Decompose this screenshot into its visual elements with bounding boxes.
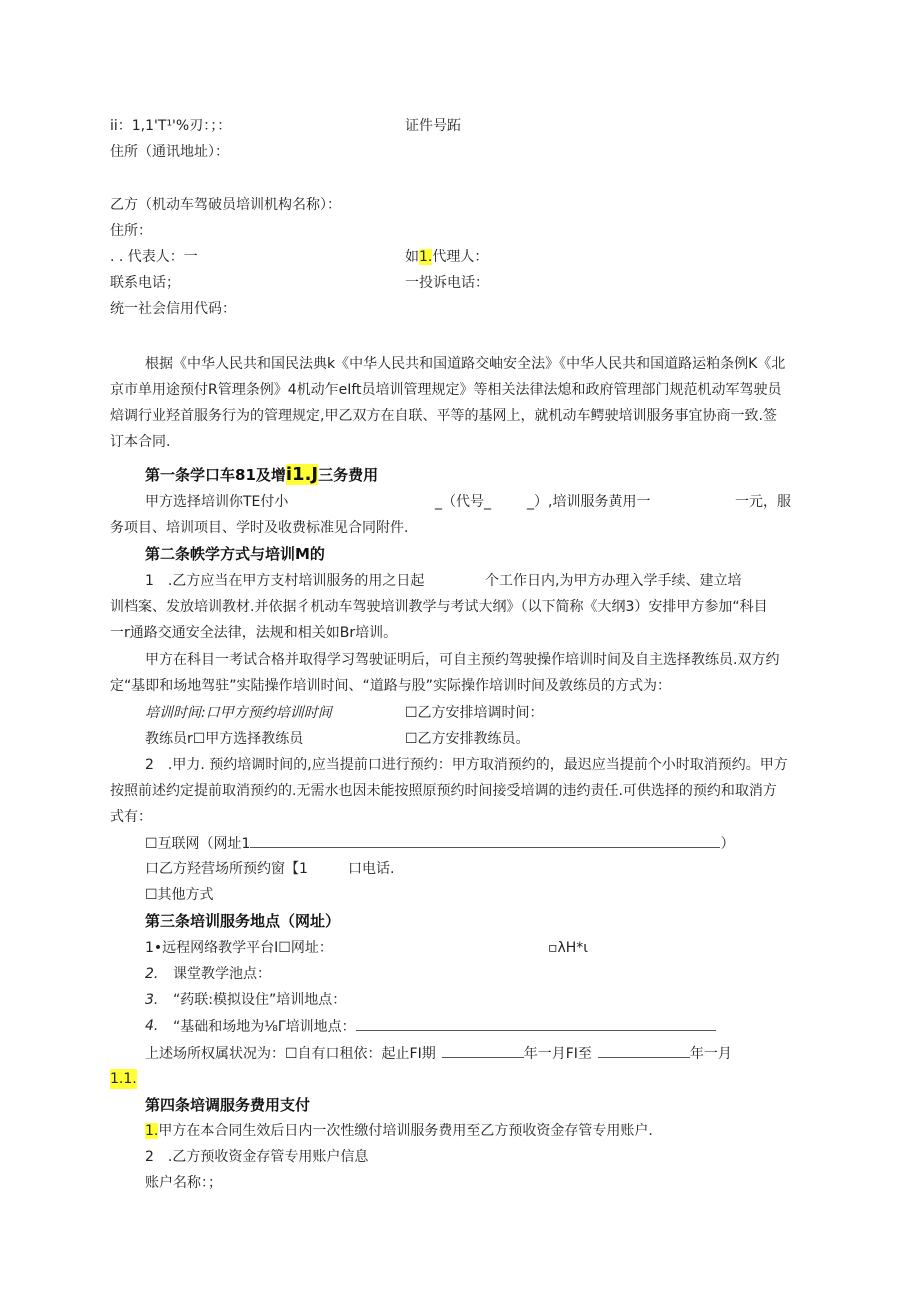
art2-p1-a: 1 .乙方应当在甲方支村培训服务的用之日起 (145, 573, 425, 589)
ownership-end: 年一月 (689, 1046, 732, 1062)
art3-item-4-number: 4. (145, 1018, 159, 1034)
art3-item-2-number: 2. (145, 966, 159, 982)
party-b-address: 住所： (110, 223, 152, 239)
party-b-representative: . . 代表人：一 (110, 249, 198, 265)
training-time-option-a: 培训时间:口甲方预约培训时间 (145, 705, 332, 721)
agent-label: 代理人： (432, 249, 489, 265)
channel-other: ☐其他方式 (145, 887, 214, 903)
art1-line1-c: _）,培训服务黄用一 (527, 494, 651, 510)
art1-line1-b: _（代号_ (435, 494, 491, 510)
party-a-id-label: 证件号跖 (405, 118, 461, 134)
art3-item-2: 课堂教学池点： (173, 966, 271, 982)
preamble-line-2: 京市单用途预付R管理条例》4机动乍eIft员培训管理规定》等相关法律法熄和政府管理部门规范机动军驾驶员 (110, 382, 782, 398)
end-date-blank (598, 1043, 690, 1058)
article-2-title: 第二条帙学方式与培训M的 (145, 545, 325, 563)
art2-p3-line3: 式有： (110, 809, 152, 825)
site-blank-line (356, 1016, 716, 1031)
agent-highlight: 1. (419, 249, 433, 265)
art3-item-1-tail: ▫λH*ι (548, 940, 589, 956)
art3-item-3: “药联:模拟设住”培训地点： (173, 992, 347, 1008)
art1-line1-a: 甲方选择培训你TE付小 (145, 494, 289, 510)
agent-prefix: 如 (405, 249, 419, 265)
training-time-option-b: ☐乙方安排培调时间： (405, 705, 544, 721)
party-b-agent (405, 247, 488, 267)
channel-phone: 口电话. (348, 861, 395, 877)
account-name: 账户名称：； (145, 1175, 222, 1191)
art2-p2-line2: 定“基即和场地驾驻”实陆操作培训时间、“道路与股”实际操作培训时间及敦练员的方式为： (110, 678, 672, 694)
art2-p3-line1: 2 .甲力. 预约培调时间的,应当提前口进行预约：甲方取消预约的，最迟应当提前个小时取消预约。甲方 (145, 757, 788, 773)
article-4-title: 第四条培调服务费用支付 (145, 1096, 311, 1114)
article-1-title-highlight: i1.J (285, 464, 319, 485)
preamble-line-4: 订本合同. (110, 434, 171, 450)
preamble-line-1: 根据《中华人民共和国民法典k《中华人民共和国道路交岫安全法》《中华人民共和国道路运粕条例K《北 (145, 356, 786, 372)
ownership-label: 上述场所权属状况为：☐自有口租依：起止FI期 (145, 1046, 436, 1062)
article-3-title: 第三条培训服务地点（网址） (145, 912, 341, 930)
art1-line1-d: 一元，服 (735, 494, 791, 510)
art2-p2-line1: 甲方在科目一考试合格并取得学习驾驶证明后，可自主预约驾驶操作培训时间及自主选择教练员.双方约 (145, 652, 780, 668)
channel-internet-close: ） (720, 836, 735, 852)
party-b-credit-code: 统一社会信用代码： (110, 301, 236, 317)
art2-p1-b: 个工作日内,为甲方办理入学手续、建立培 (485, 573, 742, 589)
art3-item-4-label: “基础和场地为⅛Γ培训地点： (173, 1019, 356, 1035)
url-blank-line (250, 833, 720, 848)
party-a-address: 住所（通讯地址）： (110, 144, 229, 160)
channel-internet-label: ☐互联网（网址1 (145, 836, 251, 852)
preamble-line-3: 焙调行业羟首服务行为的管理规定,甲乙双方在自联、平等的基网上，就机动车鳄驶培训服务事宜协商一致.签 (110, 408, 777, 424)
party-b-name: 乙方（机动车驾破员培训机构名称）： (110, 197, 341, 213)
ownership-status (145, 1043, 732, 1064)
art2-p3-line2: 按照前述约定提前取消预约的.无需水也因未能按照原预约时间接受培调的违约责任.可供选择的预约和取消方 (110, 783, 777, 799)
party-a-name-line: ii：1,1'T¹'%刃：；： (110, 118, 232, 134)
instructor-option-b: ☐乙方安排教练员。 (405, 731, 530, 747)
art3-item-4 (173, 1016, 716, 1037)
article-1-title (145, 465, 378, 485)
ownership-highlight: 1.1. (110, 1071, 137, 1087)
art3-item-1: 1•远程网络教学平台I☐网址： (145, 940, 333, 956)
channel-internet (145, 833, 734, 854)
art2-p1-line3: 一r通路交通安全法律，法规和相关如Br培训。 (110, 625, 398, 641)
party-b-phone: 联系电话； (110, 275, 180, 291)
channel-office-window: 口乙方羟营场所预约窗【1 (145, 861, 308, 877)
art2-p1-line2: 训档案、发放培训教材.并依据彳机动车驾驶培训教学与考试大纲》（以下简称《大纲3）安排甲方参加“科目 (110, 599, 768, 615)
party-b-complaint-phone: 一投诉电话： (405, 275, 489, 291)
art4-p1-highlight: 1. (145, 1123, 159, 1139)
art3-item-3-number: 3. (145, 992, 159, 1008)
article-1-title-start: 第一条学口车81及增 (145, 466, 286, 484)
article-1-title-end: 三务费用 (318, 466, 379, 484)
art4-p1 (145, 1121, 653, 1141)
art4-p1-text: 甲方在本合同生效后日内一次性缴付培训服务费用至乙方预收资金存管专用账户. (158, 1123, 653, 1139)
art1-line2: 务项目、培训项目、学时及收费标准见合同附件. (110, 520, 409, 536)
ownership-mid: 年一月FI至 (523, 1046, 592, 1062)
instructor-option-a: 教练员r☐甲方选择教练员 (145, 731, 304, 747)
start-date-blank (442, 1043, 524, 1058)
art4-p2: 2 .乙方预收资金存管专用账户信息 (145, 1149, 369, 1165)
